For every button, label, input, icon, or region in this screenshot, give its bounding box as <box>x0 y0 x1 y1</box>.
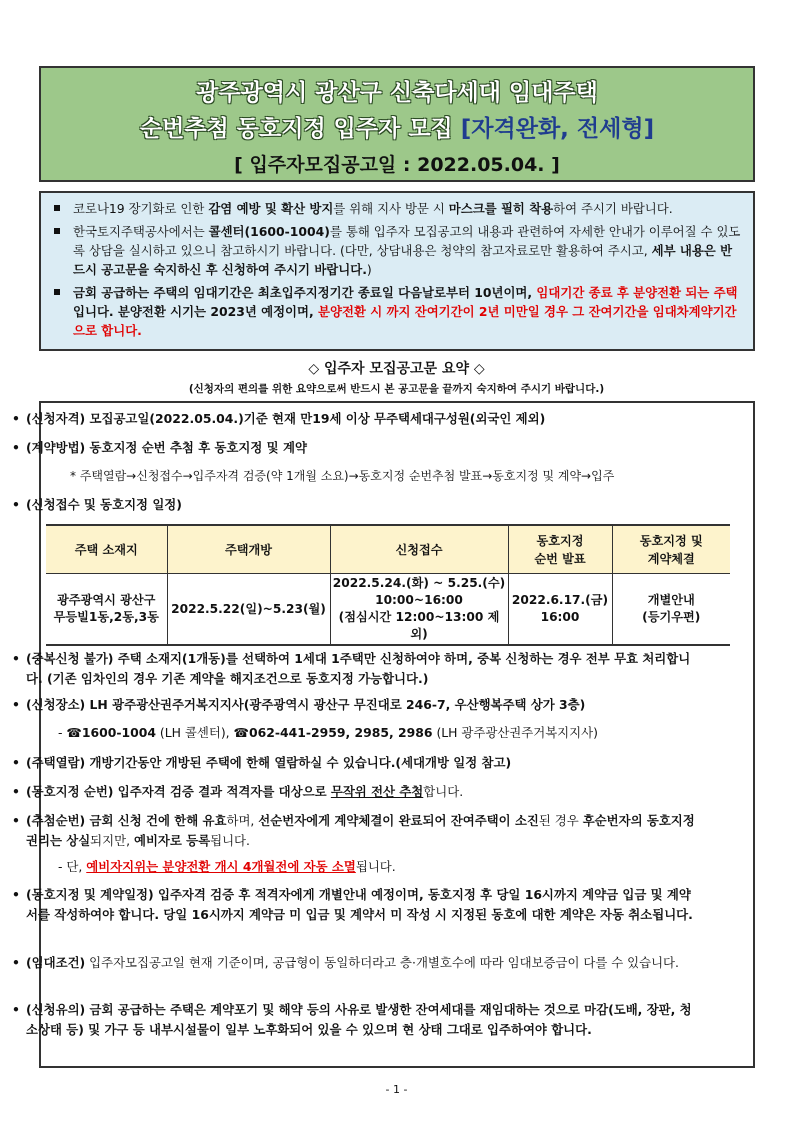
notice-box <box>39 191 755 351</box>
list-item-order: • (동호지정 순번) 입주자격 검증 결과 적격자를 대상으로 무작위 전산 추첨합니다. <box>12 784 464 799</box>
notice-item-mask: 코로나19 장기화로 인한 감염 예방 및 확산 방지를 위해 지사 방문 시 마스크를 필히 착용하여 주시기 바랍니다. <box>51 199 743 218</box>
notice-item-lease-period: 금회 공급하는 주택의 임대기간은 최초입주지정기간 종료일 다음날로부터 10년이며, 임대기간 종료 후 분양전환 되는 주택입니다. 분양전환 시기는 2023년 예정이며, 분양전환 시 까지 잔여기간이 2년 미만일 경우 그 잔여기간을 임대차계약기간으로 합니다. <box>51 283 743 340</box>
page-number: - 1 - <box>385 1083 408 1096</box>
list-item-contract-schedule: • (동호지정 및 계약일정) 입주자격 검증 후 적격자에게 개별안내 예정이며, 동호지정 후 당일 16시까지 계약금 입금 및 계약서를 작성하여야 합니다. 당일 16시까지 계약금 미 입금 및 계약서 미 작성 시 지정된 동호에 대한 계약은 자동 취소됩니다. <box>12 887 693 922</box>
list-item-viewing: • (주택열람) 개방기간동안 개방된 주택에 한해 열람하실 수 있습니다.(세대개방 일정 참고) <box>12 755 512 770</box>
table-cell: 2022.5.22(일)~5.23(월) <box>167 574 330 646</box>
table-cell: 광주광역시 광산구 무등빌1동,2동,3동 <box>46 574 167 646</box>
list-item-duplicate: • (중복신청 불가) 주택 소재지(1개동)를 선택하여 1세대 1주택만 신청하여야 하며, 중복 신청하는 경우 전부 무효 처리합니다. (기존 임차인의 경우 기존 계약을 해지조건으로 동호지정 가능합니다.) <box>12 651 691 686</box>
list-item-lease-terms: • (임대조건) 입주자모집공고일 현재 기준이며, 공급형이 동일하더라고 층·개별호수에 따라 임대보증금이 다를 수 있습니다. <box>12 955 679 970</box>
announcement-date: [ 입주자모집공고일 : 2022.05.04. ] <box>234 154 560 176</box>
contract-steps: * 주택열람→신청접수→입주자격 검증(약 1개월 소요)→동호지정 순번추첨 발표→동호지정 및 계약→입주 <box>70 469 615 483</box>
table-header: 신청접수 <box>330 525 508 574</box>
table-header: 주택개방 <box>167 525 330 574</box>
table-header: 동호지정 및 계약체결 <box>612 525 730 574</box>
table-header: 동호지정 순번 발표 <box>508 525 612 574</box>
summary-subtitle: (신청자의 편의를 위한 요약으로써 반드시 본 공고문을 끝까지 숙지하여 주시기 바랍니다.) <box>188 383 605 395</box>
schedule-table <box>46 524 730 646</box>
title-line1: 광주광역시 광산구 신축다세대 임대주택 <box>196 80 598 106</box>
list-item-schedule: • (신청접수 및 동호지정 일정) <box>12 497 182 512</box>
list-item-draw-order: • (추첨순번) 금회 신청 건에 한해 유효하며, 선순번자에게 계약체결이 완료되어 잔여주택이 소진된 경우 후순번자의 동호지정 권리는 상실되지만, 예비자로 등록됩니다. <box>12 813 695 848</box>
list-item-eligibility: • (신청자격) 모집공고일(2022.05.04.)기준 현재 만19세 이상 무주택세대구성원(외국인 제외) <box>12 411 546 426</box>
table-cell: 2022.6.17.(금) 16:00 <box>508 574 612 646</box>
table-cell: 개별안내 (등기우편) <box>612 574 730 646</box>
table-row <box>46 574 730 646</box>
contact-phones: - ☎1600-1004 (LH 콜센터), ☎062-441-2959, 2985, 2986 (LH 광주광산권주거복지지사) <box>58 725 598 740</box>
list-item-contract-method: • (계약방법) 동호지정 순번 추첨 후 동호지정 및 계약 <box>12 440 307 455</box>
table-header: 주택 소재지 <box>46 525 167 574</box>
summary-title: ◇ 입주자 모집공고문 요약 ◇ <box>308 361 485 377</box>
list-item-location: • (신청장소) LH 광주광산권주거복지지사(광주광역시 광산구 무진대로 246-7, 우산행복주택 상가 3층) <box>12 697 586 712</box>
notice-item-callcenter: 한국토지주택공사에서는 콜센터(1600-1004)를 통해 입주자 모집공고의 내용과 관련하여 자세한 안내가 이루어질 수 있도록 상담을 실시하고 있으니 참고하시기 바랍니다. (다만, 상담내용은 청약의 참고자료로만 활용하여 주시고, 세부 내용은 반드시 공고문을 숙지하신 후 신청하여 주시기 바랍니다.) <box>51 222 743 279</box>
title-line2 <box>41 110 753 143</box>
title-line2-main: 순번추첨 동호지정 입주자 모집 <box>139 116 461 142</box>
title-box <box>39 66 755 182</box>
title-tag: [자격완화, 전세형] <box>460 116 655 142</box>
table-cell: 2022.5.24.(화) ~ 5.25.(수) 10:00~16:00 (점심시간 12:00~13:00 제외) <box>330 574 508 646</box>
list-item-caution: • (신청유의) 금회 공급하는 주택은 계약포기 및 해약 등의 사유로 발생한 잔여세대를 재임대하는 것으로 마감(도배, 장판, 청소상태 등) 및 가구 등 내부시설물이 일부 노후화되어 있을 수 있으며 현 상태 그대로 입주하여야 합니다. <box>12 1002 692 1037</box>
reserve-note: - 단, 예비자지위는 분양전환 개시 4개월전에 자동 소멸됩니다. <box>58 859 396 874</box>
